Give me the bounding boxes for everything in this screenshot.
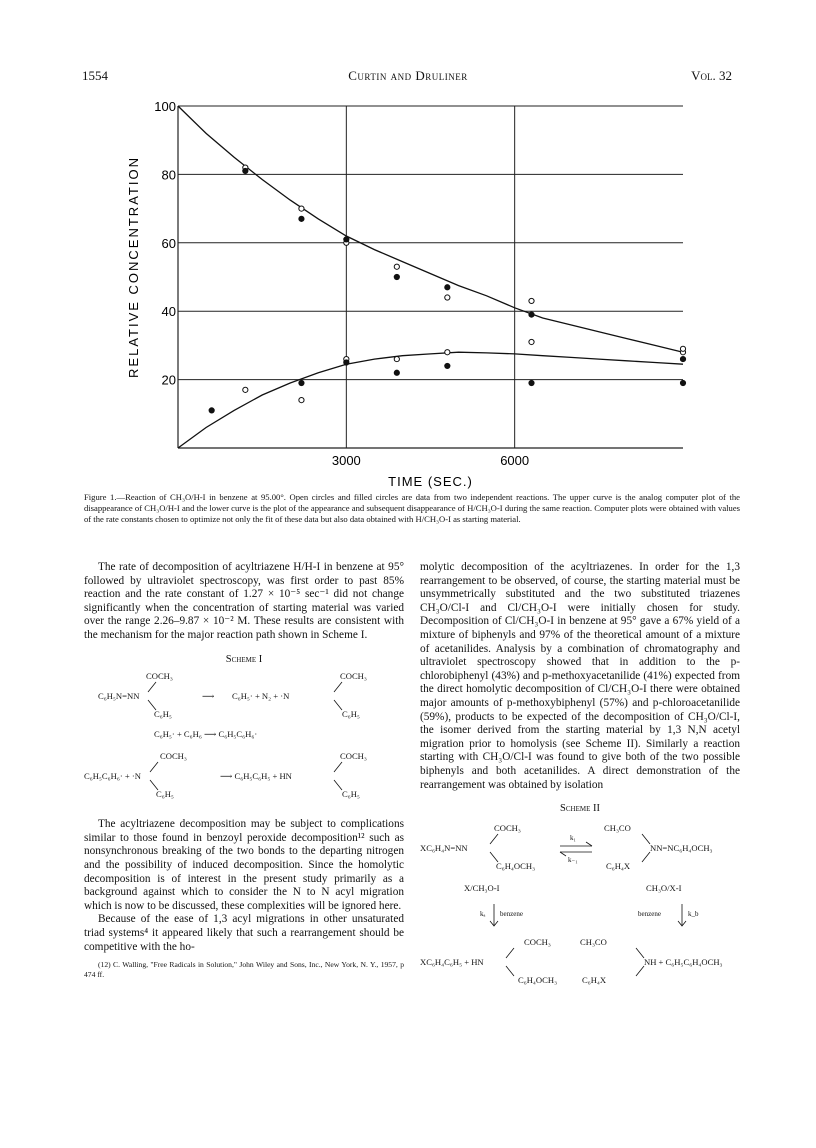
scheme-2-k1: k₁ bbox=[570, 833, 576, 842]
scheme-2-left-name: X/CH₃O-I bbox=[464, 882, 500, 893]
scheme-1-r3-products: ⟶ C₆H₅C₆H₅ + HN bbox=[220, 771, 292, 782]
open-circle-point bbox=[680, 346, 685, 351]
y-tick-label: 40 bbox=[161, 304, 176, 320]
filled-circle-point bbox=[394, 370, 399, 375]
scheme-1-r1-top: COCH₃ bbox=[146, 671, 173, 682]
filled-circle-point bbox=[299, 216, 304, 221]
y-tick-label: 100 bbox=[154, 99, 176, 114]
open-circle-point bbox=[394, 356, 399, 361]
scheme-2-right-bottom: C₆H₄X bbox=[606, 860, 631, 871]
open-circle-point bbox=[529, 339, 534, 344]
figure-caption: Figure 1.—Reaction of CH₃O/H-I in benzene at 95.00°. Open circles and filled circles are data from two independent reactions. The upper curve is the analog computer plot of the disappearance of CH₃O/H-I and the lower curve is the plot of the appearance and subsequent disappearance of H/CH₃O-I during the same reaction. Computer plots were obtained with values of the rate constants chosen to optimize not only the fit of these data but also data obtained with H/CH₃O-I as starting material. bbox=[84, 492, 740, 524]
open-circle-point bbox=[299, 398, 304, 403]
scheme-1-r1-bottom: C₆H₅ bbox=[154, 709, 172, 720]
filled-circle-point bbox=[680, 380, 685, 385]
scheme-1-r1-pbottom: C₆H₅ bbox=[342, 709, 360, 720]
footnote-12: (12) C. Walling, "Free Radicals in Solution," John Wiley and Sons, Inc., New York, N. Y., 1957, p 474 ff. bbox=[84, 960, 404, 979]
volume-label: Vol. 32 bbox=[691, 68, 732, 83]
lower-curve bbox=[178, 352, 683, 448]
filled-circle-point bbox=[344, 360, 349, 365]
scheme-2-benzene-left: benzene bbox=[500, 909, 523, 918]
filled-circle-point bbox=[299, 380, 304, 385]
y-tick-label: 60 bbox=[161, 235, 176, 251]
scheme-1-arrow: ⟶ bbox=[202, 691, 215, 702]
y-tick-label: 20 bbox=[161, 372, 176, 388]
y-tick-label: 80 bbox=[161, 167, 176, 183]
page-number: 1554 bbox=[82, 68, 108, 83]
scheme-1-r3-ptop: COCH₃ bbox=[340, 751, 367, 762]
scheme-2 bbox=[420, 820, 740, 1000]
upper-curve bbox=[178, 106, 683, 352]
scheme-2-right-name: CH₃O/X-I bbox=[646, 882, 682, 893]
open-circle-point bbox=[299, 206, 304, 211]
filled-circle-point bbox=[209, 408, 214, 413]
x-axis-label: TIME (SEC.) bbox=[388, 474, 473, 489]
running-title: Curtin and Druliner bbox=[348, 68, 468, 83]
scheme-1-r3-pbottom: C₆H₅ bbox=[342, 789, 360, 800]
scheme-2-title: Scheme II bbox=[560, 803, 600, 815]
scheme-1-r2: C₆H₅· + C₆H₆ ⟶ C₆H₅C₆H₆· bbox=[154, 729, 258, 740]
scheme-2-prod-left: XC₆H₄C₆H₅ + HN bbox=[420, 956, 484, 967]
open-circle-point bbox=[445, 350, 450, 355]
scheme-2-ka: kₐ bbox=[480, 909, 486, 918]
open-circle-point bbox=[445, 295, 450, 300]
scheme-1-r1-products: C₆H₅· + N₂ + ·N bbox=[232, 691, 290, 702]
scheme-2-benzene-right: benzene bbox=[638, 909, 661, 918]
scheme-1-r3-bottom: C₆H₅ bbox=[156, 789, 174, 800]
scheme-2-left-top: COCH₃ bbox=[494, 822, 521, 833]
scheme-2-kb: k_b bbox=[688, 909, 699, 918]
scheme-2-prod-left-top: COCH₃ bbox=[524, 936, 551, 947]
paragraph: molytic decomposition of the acyltriazenes. In order for the 1,3 rearrangement to be observed, of course, the starting material must be unsymmetrically substituted and the two substituted triazenes CH₃O/Cl-I and Cl/CH₃O-I were initially chosen for study. Decomposition of Cl/CH₃O-I in benzene at 95° gave a 67% yield of a mixture of biphenyls and 97% of the theoretical amount of a mixture of acetanilides. Analysis by a combination of chromatography and ultraviolet spectroscopy showed that in addition to the p-chlorobiphenyl (43%) and p-methoxyacetanilide (41%) expected from the direct homolytic decomposition of Cl/CH₃O-I there were obtained major amounts of p-methoxybiphenyl (57%) and p-chloroacetanilide (59%), products to be expected of the decomposition of CH₃O/Cl-I, the isomer derived from the starting material by 1,3 N,N acetyl migration prior to homolysis (see Scheme II). Similarly a reaction starting with CH₃O/Cl-I was found to give both of the two possible biphenyls and both acetanilides. A direct demonstration of the rearrangement was obtained by isolation bbox=[420, 561, 740, 791]
filled-circle-point bbox=[445, 363, 450, 368]
filled-circle-point bbox=[529, 312, 534, 317]
paragraph: The rate of decomposition of acyltriazene H/H-I in benzene at 95° followed by ultraviolet spectroscopy, was first order to past 85% reaction and the rate constant of 1.27 × 10⁻⁵ sec⁻¹ did not change significantly when the concentration of starting material was varied over the range 2.26–9.87 × 10⁻² M. These results are consistent with the mechanism for the major reaction path shown in Scheme I. bbox=[84, 561, 404, 641]
filled-circle-point bbox=[394, 274, 399, 279]
open-circle-point bbox=[529, 298, 534, 303]
x-tick-label: 3000 bbox=[331, 453, 361, 468]
scheme-1-r1-ptop: COCH₃ bbox=[340, 671, 367, 682]
scheme-2-left-bottom: C₆H₄OCH₃ bbox=[496, 860, 536, 871]
scheme-2-prod-left-bottom: C₆H₄OCH₃ bbox=[518, 974, 558, 985]
filled-circle-point bbox=[529, 380, 534, 385]
filled-circle-point bbox=[344, 237, 349, 242]
scheme-1-r3-top: COCH₃ bbox=[160, 751, 187, 762]
scheme-2-right-main: NN=NC₆H₄OCH₃ bbox=[650, 842, 713, 853]
y-axis-label: RELATIVE CONCENTRATION bbox=[126, 156, 141, 378]
scheme-2-prod-right-bottom: C₆H₄X bbox=[582, 974, 607, 985]
scheme-1-r1-reactant: C₆H₅N=NN bbox=[98, 691, 140, 702]
open-circle-point bbox=[243, 387, 248, 392]
x-tick-label: 6000 bbox=[500, 453, 530, 468]
open-circle-point bbox=[394, 264, 399, 269]
scheme-1 bbox=[84, 670, 404, 810]
filled-circle-point bbox=[445, 285, 450, 290]
right-column bbox=[420, 561, 740, 1000]
scheme-2-left-main: XC₆H₄N=NN bbox=[420, 842, 468, 853]
filled-circle-point bbox=[680, 356, 685, 361]
scheme-2-k-1: k₋₁ bbox=[568, 855, 578, 864]
scheme-2-prod-right: NH + C₆H₅C₆H₄OCH₃ bbox=[644, 956, 723, 967]
scheme-2-right-top: CH₃CO bbox=[604, 822, 631, 833]
scheme-1-title: Scheme I bbox=[225, 653, 263, 665]
paragraph: Because of the ease of 1,3 acyl migrations in other unsaturated triad systems⁴ it appeared likely that such a rearrangement should be competitive with the ho- bbox=[84, 913, 404, 953]
left-column bbox=[84, 561, 404, 979]
scheme-1-r3-reactant: C₆H₅C₆H₆· + ·N bbox=[84, 771, 141, 782]
scheme-2-prod-right-top: CH₃CO bbox=[580, 936, 607, 947]
figure-1-chart bbox=[0, 0, 816, 489]
filled-circle-point bbox=[243, 168, 248, 173]
paragraph: The acyltriazene decomposition may be subject to complications similar to those found in benzoyl peroxide decomposition¹² such as nonsynchronous breaking of the two bonds to the departing nitrogen and the possibility of induced decomposition. Since the homolytic decomposition is of interest in the present study primarily as a background against which to consider the N to N acyl migration which is now to be discussed, these complexities will be ignored here. bbox=[84, 818, 404, 912]
